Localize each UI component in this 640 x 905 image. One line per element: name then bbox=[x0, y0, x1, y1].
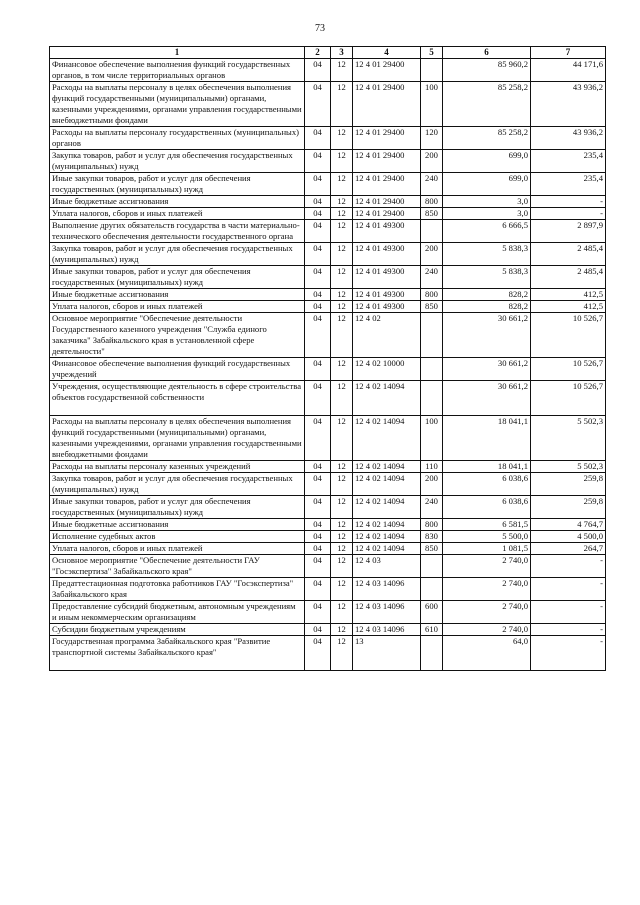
expense-name-cell: Уплата налогов, сборов и иных платежей bbox=[50, 301, 305, 313]
table-row bbox=[50, 555, 606, 578]
amount-col-6-cell: 5 500,0 bbox=[443, 531, 531, 543]
section-code-cell: 04 bbox=[305, 289, 331, 301]
amount-col-7-cell: - bbox=[531, 555, 606, 578]
subsection-code-cell: 12 bbox=[331, 208, 353, 220]
section-code-cell: 04 bbox=[305, 82, 331, 127]
expense-type-code-cell: 120 bbox=[421, 127, 443, 150]
amount-col-6-cell: 2 740,0 bbox=[443, 578, 531, 601]
target-article-code-cell: 12 4 02 14094 bbox=[353, 519, 421, 531]
target-article-code-cell: 12 4 01 49300 bbox=[353, 220, 421, 243]
section-code-cell: 04 bbox=[305, 127, 331, 150]
header-col-2: 2 bbox=[305, 47, 331, 59]
target-article-code-cell: 12 4 03 14096 bbox=[353, 601, 421, 624]
amount-col-6-cell: 6 666,5 bbox=[443, 220, 531, 243]
target-article-code-cell: 12 4 02 bbox=[353, 313, 421, 358]
expense-name-cell: Иные закупки товаров, работ и услуг для обеспечения государственных (муниципальных) нужд bbox=[50, 496, 305, 519]
table-row bbox=[50, 636, 606, 671]
expense-name-cell: Закупка товаров, работ и услуг для обеспечения государственных (муниципальных) нужд bbox=[50, 150, 305, 173]
subsection-code-cell: 12 bbox=[331, 381, 353, 416]
target-article-code-cell: 12 4 01 29400 bbox=[353, 196, 421, 208]
target-article-code-cell: 12 4 02 14094 bbox=[353, 543, 421, 555]
amount-col-7-cell: 259,8 bbox=[531, 496, 606, 519]
expense-name-cell: Финансовое обеспечение выполнения функций государственных органов, в том числе территориальных органов bbox=[50, 59, 305, 82]
table-row bbox=[50, 461, 606, 473]
amount-col-6-cell: 2 740,0 bbox=[443, 601, 531, 624]
table-header bbox=[50, 47, 606, 59]
amount-col-6-cell: 85 960,2 bbox=[443, 59, 531, 82]
expense-type-code-cell: 800 bbox=[421, 519, 443, 531]
expense-type-code-cell: 110 bbox=[421, 461, 443, 473]
table-row bbox=[50, 243, 606, 266]
target-article-code-cell: 12 4 01 29400 bbox=[353, 82, 421, 127]
table-row bbox=[50, 543, 606, 555]
amount-col-7-cell: - bbox=[531, 624, 606, 636]
amount-col-6-cell: 5 838,3 bbox=[443, 266, 531, 289]
table-row bbox=[50, 624, 606, 636]
section-code-cell: 04 bbox=[305, 59, 331, 82]
table-row bbox=[50, 59, 606, 82]
target-article-code-cell: 12 4 02 14094 bbox=[353, 461, 421, 473]
subsection-code-cell: 12 bbox=[331, 301, 353, 313]
section-code-cell: 04 bbox=[305, 636, 331, 671]
subsection-code-cell: 12 bbox=[331, 173, 353, 196]
section-code-cell: 04 bbox=[305, 150, 331, 173]
table-row bbox=[50, 496, 606, 519]
target-article-code-cell: 12 4 01 29400 bbox=[353, 173, 421, 196]
amount-col-6-cell: 6 038,6 bbox=[443, 473, 531, 496]
expense-type-code-cell bbox=[421, 59, 443, 82]
section-code-cell: 04 bbox=[305, 555, 331, 578]
target-article-code-cell: 12 4 01 29400 bbox=[353, 208, 421, 220]
expense-type-code-cell bbox=[421, 381, 443, 416]
amount-col-6-cell: 30 661,2 bbox=[443, 358, 531, 381]
table-row bbox=[50, 173, 606, 196]
expense-type-code-cell bbox=[421, 636, 443, 671]
expense-type-code-cell: 200 bbox=[421, 243, 443, 266]
expense-name-cell: Расходы на выплаты персоналу в целях обеспечения выполнения функций государственными (муниципальными) органами, казенными учреждениями, органами управления государственными внебюджетными фондами bbox=[50, 416, 305, 461]
subsection-code-cell: 12 bbox=[331, 496, 353, 519]
amount-col-6-cell: 3,0 bbox=[443, 208, 531, 220]
subsection-code-cell: 12 bbox=[331, 313, 353, 358]
expense-type-code-cell: 610 bbox=[421, 624, 443, 636]
amount-col-7-cell: 5 502,3 bbox=[531, 461, 606, 473]
page-number: 73 bbox=[315, 23, 325, 34]
expense-name-cell: Иные бюджетные ассигнования bbox=[50, 519, 305, 531]
amount-col-7-cell: 4 500,0 bbox=[531, 531, 606, 543]
target-article-code-cell: 12 4 02 14094 bbox=[353, 496, 421, 519]
target-article-code-cell: 12 4 03 bbox=[353, 555, 421, 578]
section-code-cell: 04 bbox=[305, 358, 331, 381]
amount-col-6-cell: 85 258,2 bbox=[443, 82, 531, 127]
table-row bbox=[50, 196, 606, 208]
table-row bbox=[50, 358, 606, 381]
expense-type-code-cell: 850 bbox=[421, 543, 443, 555]
amount-col-6-cell: 2 740,0 bbox=[443, 624, 531, 636]
amount-col-7-cell: - bbox=[531, 601, 606, 624]
header-col-6: 6 bbox=[443, 47, 531, 59]
expense-type-code-cell bbox=[421, 313, 443, 358]
section-code-cell: 04 bbox=[305, 220, 331, 243]
table-row bbox=[50, 313, 606, 358]
amount-col-7-cell: 5 502,3 bbox=[531, 416, 606, 461]
subsection-code-cell: 12 bbox=[331, 555, 353, 578]
expense-type-code-cell: 800 bbox=[421, 289, 443, 301]
section-code-cell: 04 bbox=[305, 473, 331, 496]
amount-col-6-cell: 2 740,0 bbox=[443, 555, 531, 578]
amount-col-7-cell: 2 897,9 bbox=[531, 220, 606, 243]
target-article-code-cell: 12 4 01 29400 bbox=[353, 59, 421, 82]
expense-type-code-cell: 800 bbox=[421, 196, 443, 208]
amount-col-7-cell: 235,4 bbox=[531, 173, 606, 196]
subsection-code-cell: 12 bbox=[331, 461, 353, 473]
amount-col-6-cell: 64,0 bbox=[443, 636, 531, 671]
header-col-4: 4 bbox=[353, 47, 421, 59]
expense-name-cell: Государственная программа Забайкальского края "Развитие транспортной системы Забайкальского края" bbox=[50, 636, 305, 671]
expense-name-cell: Закупка товаров, работ и услуг для обеспечения государственных (муниципальных) нужд bbox=[50, 243, 305, 266]
amount-col-6-cell: 699,0 bbox=[443, 150, 531, 173]
expense-type-code-cell bbox=[421, 220, 443, 243]
amount-col-6-cell: 1 081,5 bbox=[443, 543, 531, 555]
amount-col-7-cell: 43 936,2 bbox=[531, 82, 606, 127]
section-code-cell: 04 bbox=[305, 208, 331, 220]
amount-col-6-cell: 6 581,5 bbox=[443, 519, 531, 531]
target-article-code-cell: 12 4 03 14096 bbox=[353, 578, 421, 601]
section-code-cell: 04 bbox=[305, 601, 331, 624]
target-article-code-cell: 12 4 01 29400 bbox=[353, 150, 421, 173]
amount-col-7-cell: - bbox=[531, 208, 606, 220]
section-code-cell: 04 bbox=[305, 543, 331, 555]
amount-col-7-cell: 2 485,4 bbox=[531, 243, 606, 266]
expense-type-code-cell: 200 bbox=[421, 473, 443, 496]
section-code-cell: 04 bbox=[305, 266, 331, 289]
section-code-cell: 04 bbox=[305, 301, 331, 313]
header-row bbox=[50, 47, 606, 59]
expense-name-cell: Уплата налогов, сборов и иных платежей bbox=[50, 208, 305, 220]
table-row bbox=[50, 473, 606, 496]
subsection-code-cell: 12 bbox=[331, 358, 353, 381]
target-article-code-cell: 12 4 03 14096 bbox=[353, 624, 421, 636]
section-code-cell: 04 bbox=[305, 416, 331, 461]
section-code-cell: 04 bbox=[305, 624, 331, 636]
subsection-code-cell: 12 bbox=[331, 624, 353, 636]
subsection-code-cell: 12 bbox=[331, 59, 353, 82]
amount-col-6-cell: 18 041,1 bbox=[443, 416, 531, 461]
subsection-code-cell: 12 bbox=[331, 150, 353, 173]
header-col-5: 5 bbox=[421, 47, 443, 59]
table-row bbox=[50, 289, 606, 301]
expense-type-code-cell: 830 bbox=[421, 531, 443, 543]
target-article-code-cell: 13 bbox=[353, 636, 421, 671]
budget-table bbox=[49, 46, 606, 671]
amount-col-7-cell: 10 526,7 bbox=[531, 358, 606, 381]
amount-col-6-cell: 85 258,2 bbox=[443, 127, 531, 150]
subsection-code-cell: 12 bbox=[331, 531, 353, 543]
expense-name-cell: Предоставление субсидий бюджетным, автономным учреждениям и иным некоммерческим организациям bbox=[50, 601, 305, 624]
expense-name-cell: Расходы на выплаты персоналу казенных учреждений bbox=[50, 461, 305, 473]
table-row bbox=[50, 127, 606, 150]
amount-col-7-cell: 10 526,7 bbox=[531, 313, 606, 358]
section-code-cell: 04 bbox=[305, 461, 331, 473]
amount-col-6-cell: 30 661,2 bbox=[443, 313, 531, 358]
expense-name-cell: Расходы на выплаты персоналу государственных (муниципальных) органов bbox=[50, 127, 305, 150]
subsection-code-cell: 12 bbox=[331, 289, 353, 301]
expense-name-cell: Исполнение судебных актов bbox=[50, 531, 305, 543]
amount-col-7-cell: - bbox=[531, 636, 606, 671]
section-code-cell: 04 bbox=[305, 243, 331, 266]
amount-col-6-cell: 6 038,6 bbox=[443, 496, 531, 519]
expense-name-cell: Выполнение других обязательств государства в части материально-технического обеспечения деятельности государственного органа bbox=[50, 220, 305, 243]
subsection-code-cell: 12 bbox=[331, 473, 353, 496]
target-article-code-cell: 12 4 01 49300 bbox=[353, 243, 421, 266]
expense-name-cell: Иные закупки товаров, работ и услуг для обеспечения государственных (муниципальных) нужд bbox=[50, 173, 305, 196]
expense-type-code-cell: 240 bbox=[421, 496, 443, 519]
table-row bbox=[50, 578, 606, 601]
section-code-cell: 04 bbox=[305, 531, 331, 543]
expense-type-code-cell: 100 bbox=[421, 82, 443, 127]
subsection-code-cell: 12 bbox=[331, 266, 353, 289]
table-row bbox=[50, 381, 606, 416]
expense-type-code-cell bbox=[421, 358, 443, 381]
subsection-code-cell: 12 bbox=[331, 243, 353, 266]
target-article-code-cell: 12 4 01 49300 bbox=[353, 301, 421, 313]
amount-col-7-cell: 264,7 bbox=[531, 543, 606, 555]
subsection-code-cell: 12 bbox=[331, 601, 353, 624]
subsection-code-cell: 12 bbox=[331, 416, 353, 461]
amount-col-6-cell: 3,0 bbox=[443, 196, 531, 208]
subsection-code-cell: 12 bbox=[331, 578, 353, 601]
table-row bbox=[50, 266, 606, 289]
target-article-code-cell: 12 4 02 14094 bbox=[353, 531, 421, 543]
section-code-cell: 04 bbox=[305, 519, 331, 531]
expense-name-cell: Иные бюджетные ассигнования bbox=[50, 289, 305, 301]
section-code-cell: 04 bbox=[305, 578, 331, 601]
target-article-code-cell: 12 4 02 10000 bbox=[353, 358, 421, 381]
subsection-code-cell: 12 bbox=[331, 636, 353, 671]
amount-col-6-cell: 30 661,2 bbox=[443, 381, 531, 416]
amount-col-7-cell: 43 936,2 bbox=[531, 127, 606, 150]
expense-type-code-cell bbox=[421, 555, 443, 578]
table-row bbox=[50, 301, 606, 313]
table-row bbox=[50, 82, 606, 127]
expense-name-cell: Финансовое обеспечение выполнения функций государственных учреждений bbox=[50, 358, 305, 381]
table-row bbox=[50, 208, 606, 220]
target-article-code-cell: 12 4 02 14094 bbox=[353, 416, 421, 461]
table-row bbox=[50, 220, 606, 243]
target-article-code-cell: 12 4 01 49300 bbox=[353, 266, 421, 289]
amount-col-6-cell: 5 838,3 bbox=[443, 243, 531, 266]
table-body bbox=[50, 59, 606, 671]
expense-name-cell: Основное мероприятие "Обеспечение деятельности ГАУ "Госэкспертиза" Забайкальского края" bbox=[50, 555, 305, 578]
expense-name-cell: Учреждения, осуществляющие деятельность в сфере строительства объектов государственной собственности bbox=[50, 381, 305, 416]
expense-type-code-cell bbox=[421, 578, 443, 601]
section-code-cell: 04 bbox=[305, 173, 331, 196]
amount-col-7-cell: 2 485,4 bbox=[531, 266, 606, 289]
amount-col-7-cell: 235,4 bbox=[531, 150, 606, 173]
subsection-code-cell: 12 bbox=[331, 220, 353, 243]
section-code-cell: 04 bbox=[305, 196, 331, 208]
expense-type-code-cell: 240 bbox=[421, 266, 443, 289]
table-row bbox=[50, 601, 606, 624]
expense-type-code-cell: 100 bbox=[421, 416, 443, 461]
expense-name-cell: Иные закупки товаров, работ и услуг для обеспечения государственных (муниципальных) нужд bbox=[50, 266, 305, 289]
amount-col-7-cell: 10 526,7 bbox=[531, 381, 606, 416]
section-code-cell: 04 bbox=[305, 381, 331, 416]
header-col-1: 1 bbox=[50, 47, 305, 59]
target-article-code-cell: 12 4 02 14094 bbox=[353, 381, 421, 416]
expense-type-code-cell: 850 bbox=[421, 208, 443, 220]
table-row bbox=[50, 519, 606, 531]
header-col-7: 7 bbox=[531, 47, 606, 59]
expense-name-cell: Субсидии бюджетным учреждениям bbox=[50, 624, 305, 636]
amount-col-7-cell: 412,5 bbox=[531, 301, 606, 313]
subsection-code-cell: 12 bbox=[331, 519, 353, 531]
subsection-code-cell: 12 bbox=[331, 196, 353, 208]
subsection-code-cell: 12 bbox=[331, 543, 353, 555]
target-article-code-cell: 12 4 01 49300 bbox=[353, 289, 421, 301]
table-row bbox=[50, 531, 606, 543]
expense-name-cell: Предаттестационная подготовка работников ГАУ "Госэкспертиза" Забайкальского края bbox=[50, 578, 305, 601]
expense-type-code-cell: 850 bbox=[421, 301, 443, 313]
amount-col-7-cell: 259,8 bbox=[531, 473, 606, 496]
expense-type-code-cell: 240 bbox=[421, 173, 443, 196]
amount-col-7-cell: 412,5 bbox=[531, 289, 606, 301]
amount-col-6-cell: 828,2 bbox=[443, 301, 531, 313]
target-article-code-cell: 12 4 01 29400 bbox=[353, 127, 421, 150]
section-code-cell: 04 bbox=[305, 496, 331, 519]
expense-name-cell: Расходы на выплаты персоналу в целях обеспечения выполнения функций государственными (муниципальными) органами, казенными учреждениями, органами управления государственными внебюджетными фондами bbox=[50, 82, 305, 127]
amount-col-6-cell: 828,2 bbox=[443, 289, 531, 301]
amount-col-7-cell: - bbox=[531, 578, 606, 601]
expense-type-code-cell: 600 bbox=[421, 601, 443, 624]
header-col-3: 3 bbox=[331, 47, 353, 59]
amount-col-7-cell: - bbox=[531, 196, 606, 208]
section-code-cell: 04 bbox=[305, 313, 331, 358]
table-row bbox=[50, 150, 606, 173]
expense-name-cell: Закупка товаров, работ и услуг для обеспечения государственных (муниципальных) нужд bbox=[50, 473, 305, 496]
expense-name-cell: Иные бюджетные ассигнования bbox=[50, 196, 305, 208]
expense-name-cell: Уплата налогов, сборов и иных платежей bbox=[50, 543, 305, 555]
subsection-code-cell: 12 bbox=[331, 127, 353, 150]
expense-name-cell: Основное мероприятие "Обеспечение деятельности Государственного казенного учреждения "Служба единого заказчика" Забайкальского края в установленной сфере деятельности" bbox=[50, 313, 305, 358]
amount-col-6-cell: 699,0 bbox=[443, 173, 531, 196]
target-article-code-cell: 12 4 02 14094 bbox=[353, 473, 421, 496]
subsection-code-cell: 12 bbox=[331, 82, 353, 127]
amount-col-7-cell: 44 171,6 bbox=[531, 59, 606, 82]
expense-type-code-cell: 200 bbox=[421, 150, 443, 173]
table-row bbox=[50, 416, 606, 461]
amount-col-7-cell: 4 764,7 bbox=[531, 519, 606, 531]
amount-col-6-cell: 18 041,1 bbox=[443, 461, 531, 473]
